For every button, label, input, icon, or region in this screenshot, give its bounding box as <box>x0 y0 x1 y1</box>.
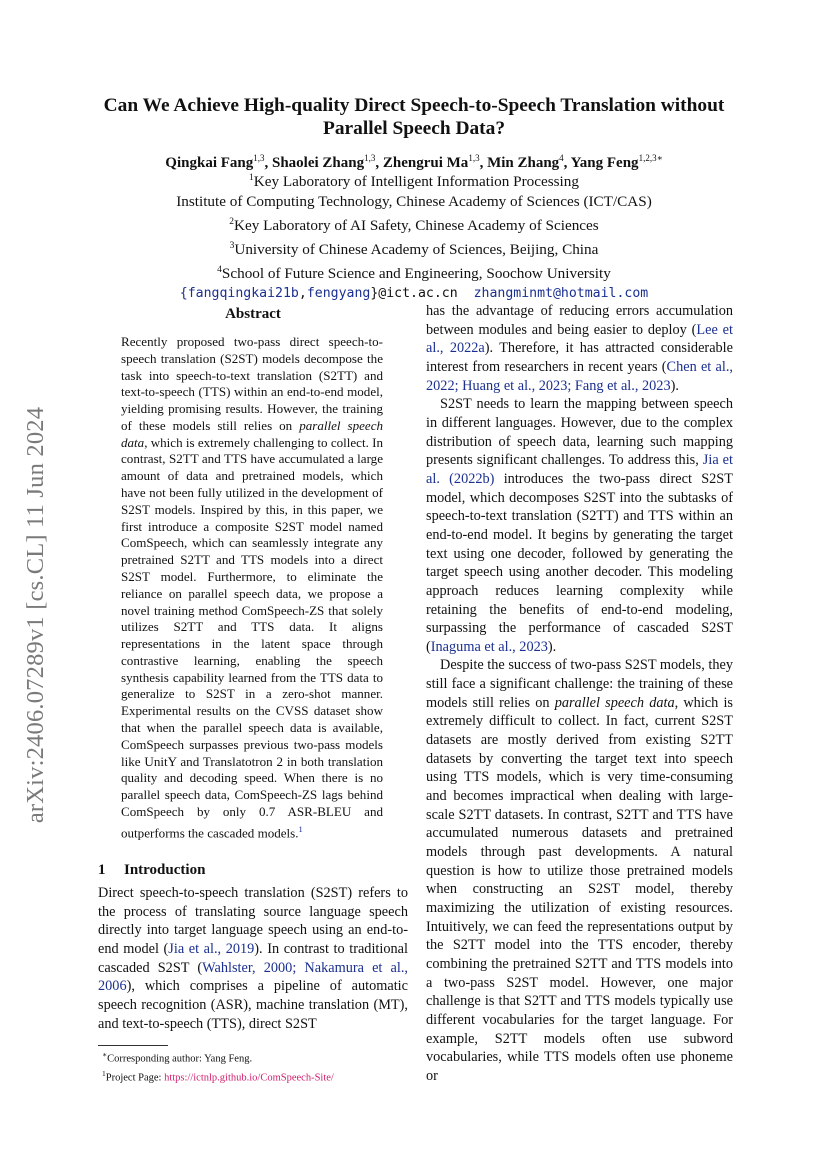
citation-link[interactable]: Wahlster, 2000; Nakamura et al., 2006 <box>98 959 408 995</box>
author-sup: 1,3 <box>364 153 376 163</box>
project-page-link[interactable]: https://ictnlp.github.io/ComSpeech-Site/ <box>164 1072 334 1083</box>
body-text: has the advantage of reducing errors accumulation between modules and being easier to deploy ( <box>426 303 733 338</box>
email-user-link[interactable]: fengyang <box>306 286 371 302</box>
affiliations <box>80 168 748 304</box>
abstract-text: Recently proposed two-pass direct speech-to-speech translation (S2ST) models decompose the task into speech-to-text translation (S2TT) and text-to-speech (TTS) within an end-to-end model, yielding promising results. However, the training of these models still relies on <box>121 334 383 433</box>
body-text: ). <box>670 377 679 394</box>
author-name: Qingkai Fang <box>165 155 254 171</box>
abstract-paragraph <box>121 334 383 842</box>
body-text: ). In contrast to traditional cascaded S2ST ( <box>98 940 408 976</box>
body-text: Direct speech-to-speech translation (S2ST) refers to the process of translating source language speech directly into target language speech using an end-to-end model ( <box>98 885 408 957</box>
affiliation-text: Institute of Computing Technology, Chinese Academy of Sciences (ICT/CAS) <box>176 193 652 211</box>
author-sup: 4 <box>559 153 564 163</box>
author-sup: 1,3 <box>253 153 265 163</box>
abstract-heading: Abstract <box>225 306 281 322</box>
author-sup: 1,3 <box>468 153 480 163</box>
affiliation-line <box>80 192 748 212</box>
body-text: , which is extremely difficult to collect. In fact, current S2ST datasets are mostly derived from existing S2TT datasets by converting the target text into speech using TTS models, which is very time-consuming and becomes impractical when dealing with large-scale S2TT datasets. In contrast, S2TT and TTS have accumulated numerous datasets and pretrained models through past developments. A natural question is how to utilize those pretrained models when constructing an S2ST model, thereby maximizing the utilization of existing resources. Intuitively, we can feed the representations output by the S2TT model into the TTS encoder, thereby combining the pretrained S2TT and TTS models into a two-pass S2ST model. However, one major challenge is that S2TT and TTS models typically use different vocabularies for the target language. For example, S2TT models often use subword vocabularies, while TTS models often use phoneme or <box>426 694 733 1084</box>
affiliation-sup: 2 <box>229 217 235 228</box>
affiliation-sup: 3 <box>229 241 235 252</box>
paper-title <box>80 94 748 140</box>
footnote <box>98 1067 408 1086</box>
body-text: ). Therefore, it has attracted considerable interest from researchers in recent years ( <box>426 340 733 375</box>
affiliation-text: University of Chinese Academy of Sciences, Beijing, China <box>234 241 599 259</box>
footnote-marker-link[interactable]: 1 <box>298 823 303 834</box>
body-text: Despite the success of two-pass S2ST models, they still face a significant challenge: the training of these models still relies on <box>426 657 733 711</box>
footnote-sup: ∗ <box>102 1050 108 1059</box>
author-sup: 1,2,3∗ <box>638 153 663 163</box>
body-paragraph <box>426 656 733 1085</box>
section-number: 1 <box>98 862 106 878</box>
author-list: Qingkai Fang$^{1,3}$, Shaolei Zhang$^{1,3}$, Zhengrui Ma$^{1,3}$, Min Zhang$^4$, Yang Feng$^{1,2,3∗}$ <box>165 153 663 171</box>
footnote-text: Corresponding author: Yang Feng. <box>107 1053 253 1065</box>
body-paragraph <box>426 302 733 395</box>
affiliation-text: Key Laboratory of Intelligent Information Processing <box>253 173 579 191</box>
footnote-rule <box>98 1045 168 1046</box>
affiliation-sup: 1 <box>249 173 254 183</box>
intro-body-left <box>98 884 408 1033</box>
footnote <box>98 1048 408 1067</box>
footnote-sup: 1 <box>102 1068 106 1078</box>
body-text: introduces the two-pass direct S2ST model, which decomposes S2ST into the subtasks of speech-to-text translation (S2TT) and TTS within an end-to-end model. It begins by generating the target text using one decoder, followed by generating the target speech using another decoder. This modeling approach reduces learning complexity while retaining the benefits of end-to-end modeling, surpassing the performance of cascaded S2ST ( <box>426 470 733 655</box>
body-text: ), which comprises a pipeline of automatic speech recognition (ASR), machine translation (MT), and text-to-speech (TTS), direct S2ST <box>98 978 408 1032</box>
arxiv-side-stamp <box>18 370 54 860</box>
email-link[interactable]: zhangminmt@hotmail.com <box>473 286 649 302</box>
affiliation-sup: 4 <box>217 265 222 276</box>
footnote-text: Project Page: <box>105 1072 165 1083</box>
section-heading-introduction <box>98 862 205 879</box>
citation-link[interactable]: Inaguma et al., 2023 <box>430 638 548 655</box>
body-text: S2ST needs to learn the mapping between speech in different languages. However, due to the complex distribution of speech data, learning such mapping presents significant challenges. To address this, <box>426 396 733 469</box>
affiliation-line <box>80 236 748 260</box>
affiliation-line <box>80 260 748 284</box>
title-line-1: Can We Achieve High-quality Direct Speech-to-Speech Translation without <box>103 95 725 116</box>
email-domain: }@ict.ac.cn <box>370 286 458 302</box>
citation-link[interactable]: Jia et al. (2022b) <box>426 452 733 487</box>
citation-link[interactable]: Lee et al., 2022a <box>426 321 733 357</box>
author-name: Zhengrui Ma <box>382 155 469 171</box>
affiliation-text: Key Laboratory of AI Safety, Chinese Academy of Sciences <box>234 217 599 235</box>
email-user-link[interactable]: fangqingkai21b <box>187 286 299 302</box>
email-brace: { <box>179 286 188 302</box>
email-comma: , <box>298 286 307 302</box>
affiliation-line <box>80 168 748 192</box>
arxiv-stamp-text: arXiv:2406.07289v1 [cs.CL] 11 Jun 2024 <box>22 406 50 824</box>
section-title: Introduction <box>124 862 206 878</box>
intro-paragraph <box>98 884 408 1033</box>
author-name: Yang Feng <box>570 155 639 171</box>
title-line-2: Parallel Speech Data? <box>322 118 506 139</box>
affiliation-line <box>80 212 748 236</box>
body-paragraph <box>426 395 733 656</box>
footnotes <box>98 1048 408 1085</box>
body-right-column <box>426 302 733 1086</box>
affiliation-text: School of Future Science and Engineering, Soochow University <box>221 265 611 283</box>
abstract-text: , which is extremely challenging to collect. In contrast, S2TT and TTS have accumulated a large amount of data and pretrained models, which have not been fully utilized in the development of S2ST models. Inspired by this, in this paper, we first introduce a composite S2ST model named ComSpeech, which can seamlessly integrate any pretrained S2TT and TTS models into a direct S2ST model. Furthermore, to eliminate the reliance on parallel speech data, we propose a novel training method ComSpeech-ZS that solely utilizes S2TT and TTS data. It aligns representations in the latent space through contrastive learning, enabling the speech synthesis capability learned from the TTS data to generalize to S2ST in a zero-shot manner. Experimental results on the CVSS dataset show that when the parallel speech data is available, ComSpeech surpasses previous two-pass models like UnitY and Translatotron 2 in both translation quality and decoding speed. When there is no parallel speech data, ComSpeech-ZS lags behind ComSpeech by only 0.7 ASR-BLEU and outperforms the cascaded models. <box>121 434 383 840</box>
body-emphasis: parallel speech data <box>554 694 675 711</box>
abstract-body <box>121 334 383 842</box>
author-name: Min Zhang <box>487 155 560 171</box>
citation-link[interactable]: Chen et al., 2022; Huang et al., 2023; Fang et al., 2023 <box>426 358 733 394</box>
citation-link[interactable]: Jia et al., 2019 <box>168 940 255 957</box>
body-text: ). <box>547 638 557 655</box>
abstract-emphasis: parallel speech data <box>121 417 384 450</box>
author-name: Shaolei Zhang <box>272 155 365 171</box>
